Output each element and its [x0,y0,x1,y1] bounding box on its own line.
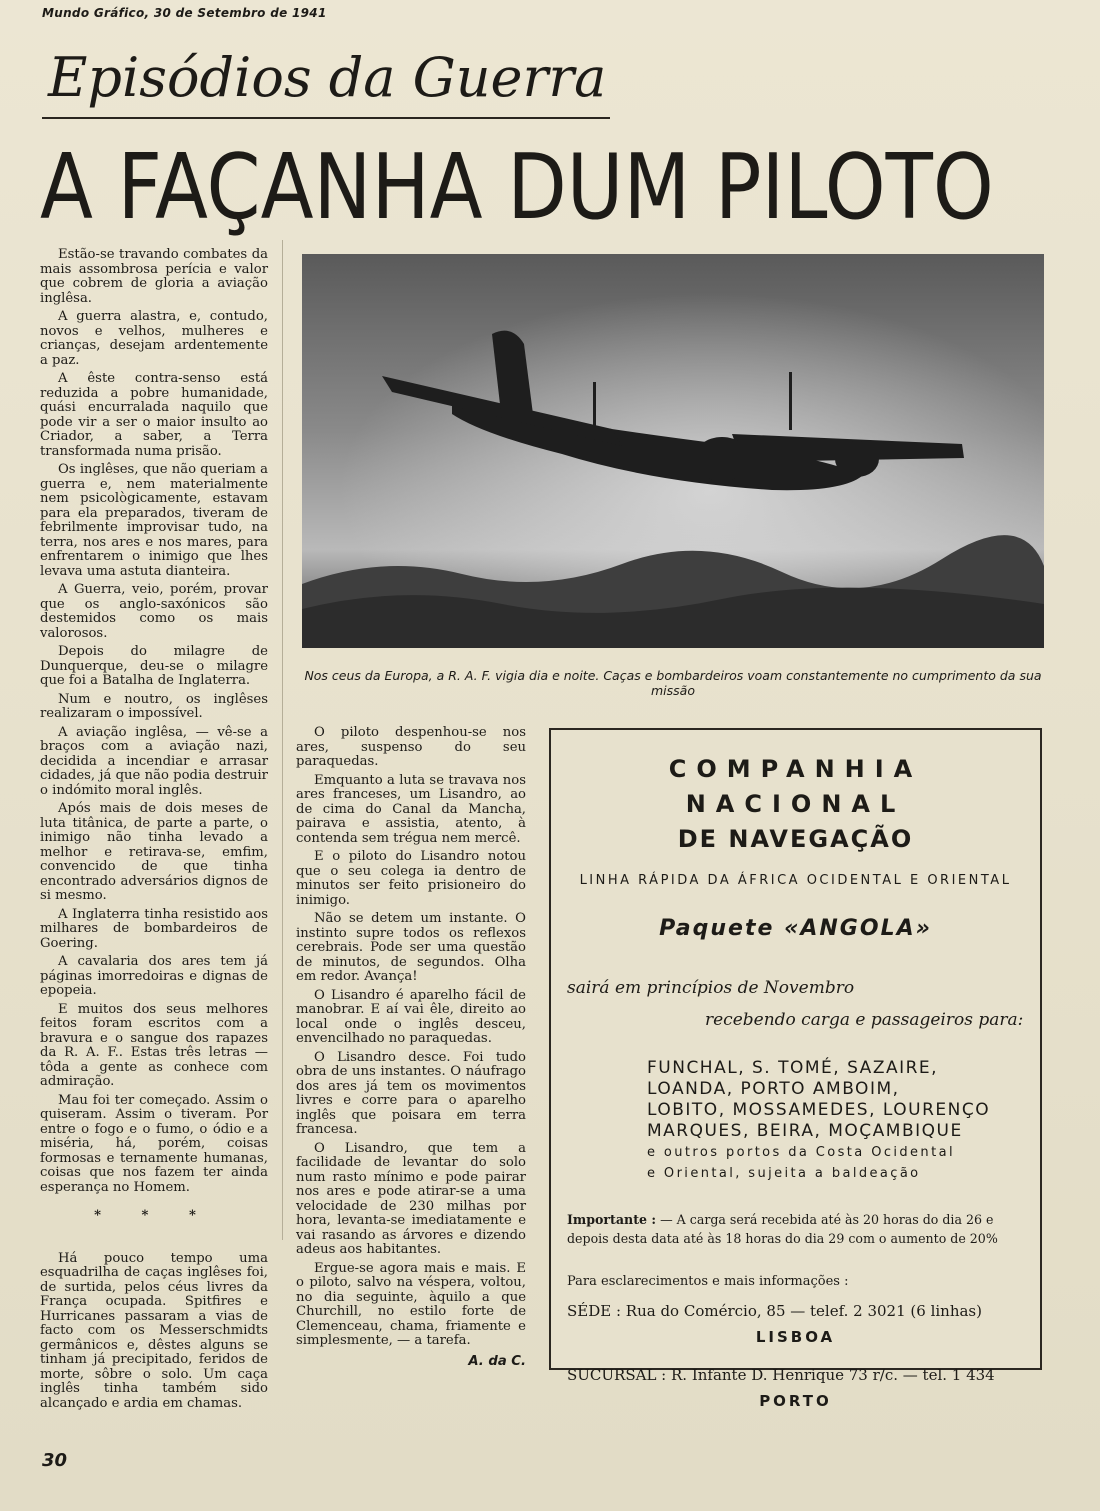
photo-caption: Nos ceus da Europa, a R. A. F. vigia dia e noite. Caças e bombardeiros voam constantemente no cumprimento da sua missão [304,668,1042,698]
important-text: — A carga será recebida até às 20 horas do dia 26 e depois desta data até às 18 horas do dia 29 com o aumento de 20% [567,1212,998,1246]
ship-name: Paquete «ANGOLA» [659,916,932,941]
paragraph: A aviação inglêsa, — vê-se a braços com a aviação nazi, decidida a incendiar e arrasar cidades, já que não podia destruir o indómito moral inglês. [40,724,268,798]
ports-line: e outros portos da Costa Ocidental [647,1145,955,1160]
shipping-advertisement [549,728,1042,1410]
paragraph: O Lisandro, que tem a facilidade de levantar do solo num rasto mínimo e pode pairar nos ares e pode atirar-se a uma velocidade de 230 milhas por hora, levanta-se imediatamente e vai rasando as árvores e dizendo adeus aos habitantes. [296,1140,526,1257]
section-title: Episódios da Guerra [48,46,607,109]
important-notice [567,1210,1029,1248]
headline: A FAÇANHA DUM PILOTO [40,135,994,240]
route-line: LINHA RÁPIDA DA ÁFRICA OCIDENTAL E ORIENTAL [579,873,1012,888]
company-line: NACIONAL [685,790,906,818]
paragraph: Ergue-se agora mais e mais. E o piloto, salvo na véspera, voltou, no dia seguinte, àquilo a que Churchill, no estilo forte de Clemenceau, chama, friamente e simplesmente, — a tarefa. [296,1260,526,1348]
ports-line: LOBITO, MOSSAMEDES, LOURENÇO [647,1100,991,1120]
paragraph: Emquanto a luta se travava nos ares franceses, um Lisandro, ao de cima do Canal da Mancha, pairava e assistia, atento, à contenda sem trégua nem mercê. [296,772,526,846]
aircraft-illustration [302,254,1044,648]
info-heading: Para esclarecimentos e mais informações : [567,1274,849,1289]
section-break: * * * [94,1208,214,1223]
paragraph: Depois do milagre de Dunquerque, deu-se o milagre que foi a Batalha de Inglaterra. [40,644,268,688]
paragraph: Há pouco tempo uma esquadrilha de caças inglêses foi, de surtida, pelos céus livres da França ocupada. Spitfires e Hurricanes passaram a vias de facto com os Messerschmidts germânicos e, dêstes alguns se tinham já precipitado, feridos de morte, sôbre o solo. Um caça inglês tinha também sido alcançado e ardia em chamas. [40,1250,268,1411]
ports-line: LOANDA, PORTO AMBOIM, [647,1079,900,1099]
branch-city: PORTO [759,1392,832,1410]
head-office-city: LISBOA [755,1328,836,1346]
paragraph: A êste contra-senso está reduzida a pobre humanidade, quási encurralada naquilo que pode vir a ser o maior insulto ao Criador, a saber, a Terra transformada numa prisão. [40,371,268,459]
paragraph: Após mais de dois meses de luta titânica, de parte a parte, o inimigo não tinha levado a melhor e retirava-se, emfim, convencido de que tinha encontrado adversários dignos de si mesmo. [40,801,268,903]
page-number: 30 [42,1450,68,1471]
author-signature: A. da C. [468,1353,526,1369]
paragraph: Não se detem um instante. O instinto supre todos os reflexos cerebrais. Pode ser uma questão de minutos, de segundos. Olha em redor. Avança! [296,911,526,984]
ports-line: e Oriental, sujeita a baldeação [647,1166,921,1181]
paragraph: E muitos dos seus melhores feitos foram escritos com a bravura e o sangue dos rapazes da R. A. F.. Estas três letras — tôda a gente as conhece com admiração. [40,1001,268,1089]
paragraph: Num e noutro, os inglêses realizaram o impossível. [40,691,268,721]
company-name [551,752,1040,857]
paragraph: O Lisandro é aparelho fácil de manobrar. E aí vai êle, direito ao local onde o inglês desceu, envencilhado no paraquedas. [296,987,526,1046]
column-separator [282,240,283,1240]
ports-line: FUNCHAL, S. TOMÉ, SAZAIRE, [647,1058,939,1078]
departure-note: sairá em princípios de Novembro [567,978,855,998]
branch-address: SUCURSAL : R. Infante D. Henrique 73 r/c. — tel. 1 434 [567,1366,995,1384]
title-rule [42,117,610,119]
paragraph: Mau foi ter começado. Assim o quiseram. Assim o tiveram. Por entre o fogo e o fumo, o ódio e a miséria, há, porém, coisas formosas e ternamente humanas, coisas que nos fazem ter ainda esperança no Homem. [40,1092,268,1195]
head-office-address: SÉDE : Rua do Comércio, 85 — telef. 2 3021 (6 linhas) [567,1302,982,1320]
ports-list [647,1058,1027,1184]
paragraph: A Inglaterra tinha resistido aos milhares de bombardeiros de Goering. [40,906,268,951]
bomber-photo [302,254,1044,648]
paragraph: E o piloto do Lisandro notou que o seu colega ia dentro de minutos ser feito prisioneiro do inimigo. [296,849,526,908]
paragraph: Os inglêses, que não queriam a guerra e, nem materialmente nem psicològicamente, estavam para ela preparados, tiveram de febrilmente improvisar tudo, na terra, nos ares e nos mares, para enfrentarem o inimigo que lhes levava uma astuta dianteira. [40,462,268,579]
paragraph: A cavalaria dos ares tem já páginas imorredoiras e dignas de epopeia. [40,954,268,998]
paragraph: A guerra alastra, e, contudo, novos e velhos, mulheres e crianças, desejam ardentemente a paz. [40,309,268,368]
company-line: COMPANHIA [668,755,923,783]
company-line: DE NAVEGAÇÃO [677,825,914,853]
article-column-1 [40,248,268,1415]
ports-line: MARQUES, BEIRA, MOÇAMBIQUE [647,1121,963,1141]
paragraph: A Guerra, veio, porém, provar que os anglo-saxónicos são destemidos como os mais valorosos. [40,582,268,641]
paragraph: O piloto despenhou-se nos ares, suspenso do seu paraquedas. [296,725,526,769]
paragraph: Estão-se travando combates da mais assombrosa perícia e valor que cobrem de gloria a aviação inglêsa. [40,247,268,306]
masthead: Mundo Gráfico, 30 de Setembro de 1941 [42,6,327,20]
article-column-2 [296,726,526,1369]
cargo-note: recebendo carga e passageiros para: [705,1010,1024,1030]
important-label: Importante : [567,1212,657,1227]
paragraph: O Lisandro desce. Foi tudo obra de uns instantes. O náufrago dos ares já tem os movimentos livres e corre para o aparelho inglês que poisara em terra francesa. [296,1049,526,1137]
